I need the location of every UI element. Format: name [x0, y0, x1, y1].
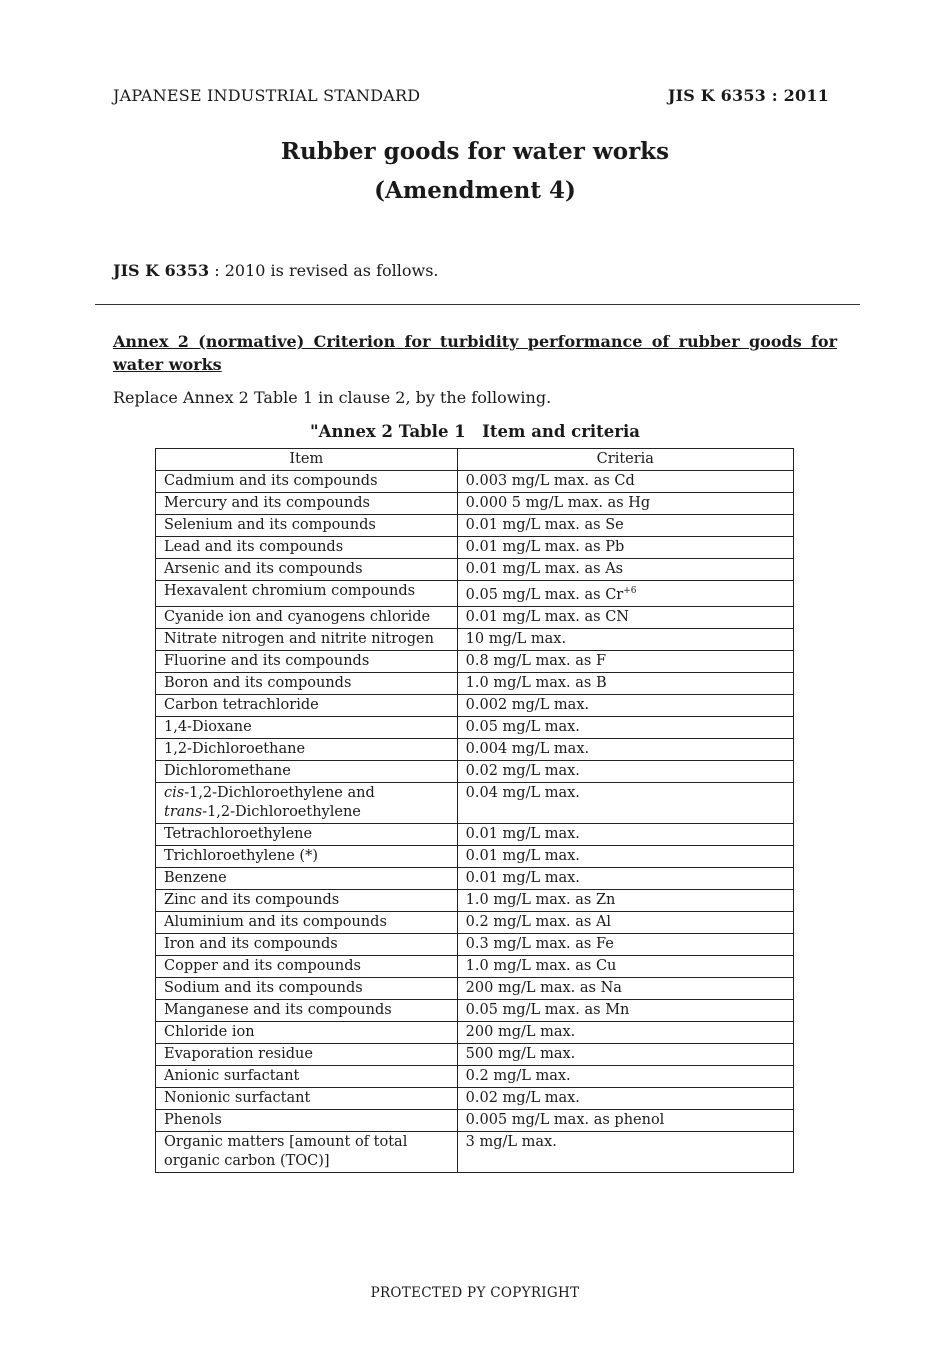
table-row: [156, 867, 794, 889]
table-row: [156, 1109, 794, 1131]
item-cell: Nitrate nitrogen and nitrite nitrogen: [156, 628, 458, 650]
criteria-table: [155, 448, 794, 1173]
revision-statement: [113, 261, 439, 280]
table-row: [156, 738, 794, 760]
table-row: [156, 515, 794, 537]
table-row: [156, 977, 794, 999]
item-cell: Cadmium and its compounds: [156, 471, 458, 493]
criteria-cell: 200 mg/L max. as Na: [457, 977, 793, 999]
item-cell: 1,4-Dioxane: [156, 716, 458, 738]
criteria-cell: 0.005 mg/L max. as phenol: [457, 1109, 793, 1131]
criteria-cell: 0.02 mg/L max.: [457, 760, 793, 782]
criteria-cell: 0.8 mg/L max. as F: [457, 650, 793, 672]
table-row: [156, 672, 794, 694]
item-cell: Nonionic surfactant: [156, 1087, 458, 1109]
toc-line-2: organic carbon (TOC)]: [164, 1152, 330, 1169]
revision-text: : 2010 is revised as follows.: [209, 261, 439, 280]
header-standard-number: JIS K 6353 : 2011: [667, 86, 829, 105]
item-cell: Benzene: [156, 867, 458, 889]
criteria-cell: 0.01 mg/L max. as CN: [457, 606, 793, 628]
table-row: [156, 823, 794, 845]
header-standard-name: JAPANESE INDUSTRIAL STANDARD: [113, 86, 421, 105]
criteria-cell: 0.2 mg/L max. as Al: [457, 911, 793, 933]
table-row: [156, 606, 794, 628]
charge-superscript: +6: [623, 586, 637, 596]
item-cell: Cyanide ion and cyanogens chloride: [156, 606, 458, 628]
criteria-cell: 500 mg/L max.: [457, 1043, 793, 1065]
criteria-cell: 0.04 mg/L max.: [457, 782, 793, 823]
item-cell: Evaporation residue: [156, 1043, 458, 1065]
table-row: [156, 1065, 794, 1087]
document-title: Rubber goods for water works: [280, 138, 670, 165]
table-header-row: [156, 449, 794, 471]
table-row: [156, 559, 794, 581]
revision-standard: JIS K 6353: [113, 261, 210, 280]
criteria-cell: 200 mg/L max.: [457, 1021, 793, 1043]
criteria-cell: 0.01 mg/L max. as Pb: [457, 537, 793, 559]
criteria-cell: 0.02 mg/L max.: [457, 1087, 793, 1109]
item-cell: Selenium and its compounds: [156, 515, 458, 537]
column-header-criteria: Criteria: [457, 449, 793, 471]
table-row: [156, 955, 794, 977]
table-row: [156, 581, 794, 607]
item-cell: Lead and its compounds: [156, 537, 458, 559]
copyright-footer: PROTECTED PY COPYRIGHT: [370, 1285, 580, 1301]
table-row: [156, 650, 794, 672]
criteria-cell: 0.05 mg/L max.: [457, 716, 793, 738]
item-cell: 1,2-Dichloroethane: [156, 738, 458, 760]
document-subtitle: (Amendment 4): [374, 177, 576, 204]
table-row: [156, 933, 794, 955]
table-row: [156, 694, 794, 716]
item-cell: Iron and its compounds: [156, 933, 458, 955]
table-row: [156, 471, 794, 493]
annex-heading: Annex 2 (normative) Criterion for turbidity performance of rubber goods for water works: [113, 332, 837, 374]
trans-rest: -1,2-Dichloroethylene: [202, 803, 361, 820]
item-cell: Phenols: [156, 1109, 458, 1131]
item-cell: Mercury and its compounds: [156, 493, 458, 515]
item-cell: Sodium and its compounds: [156, 977, 458, 999]
item-cell: Trichloroethylene (*): [156, 845, 458, 867]
criteria-cell: 0.003 mg/L max. as Cd: [457, 471, 793, 493]
criteria-cell: 0.01 mg/L max.: [457, 823, 793, 845]
criteria-cell: 0.002 mg/L max.: [457, 694, 793, 716]
table-row: [156, 911, 794, 933]
table-row: [156, 1043, 794, 1065]
item-cell: [156, 1131, 458, 1172]
criteria-cell: [457, 581, 793, 607]
item-cell: Manganese and its compounds: [156, 999, 458, 1021]
criteria-value: 0.05 mg/L max. as Cr: [465, 586, 624, 603]
replace-instruction: Replace Annex 2 Table 1 in clause 2, by the following.: [113, 388, 552, 407]
item-cell: Anionic surfactant: [156, 1065, 458, 1087]
criteria-cell: 1.0 mg/L max. as Cu: [457, 955, 793, 977]
table-row: [156, 889, 794, 911]
criteria-cell: 0.004 mg/L max.: [457, 738, 793, 760]
item-cell: Arsenic and its compounds: [156, 559, 458, 581]
table-row: [156, 1131, 794, 1172]
item-cell: Copper and its compounds: [156, 955, 458, 977]
criteria-cell: 0.01 mg/L max. as Se: [457, 515, 793, 537]
horizontal-divider: [95, 304, 860, 305]
table-row: [156, 628, 794, 650]
criteria-cell: 0.000 5 mg/L max. as Hg: [457, 493, 793, 515]
item-cell: Hexavalent chromium compounds: [156, 581, 458, 607]
criteria-cell: 0.3 mg/L max. as Fe: [457, 933, 793, 955]
item-cell: Fluorine and its compounds: [156, 650, 458, 672]
column-header-item: Item: [156, 449, 458, 471]
table-row: [156, 1087, 794, 1109]
item-cell: Boron and its compounds: [156, 672, 458, 694]
cis-rest: -1,2-Dichloroethylene and: [184, 784, 375, 801]
table-row: [156, 760, 794, 782]
item-cell: Tetrachloroethylene: [156, 823, 458, 845]
item-cell: [156, 782, 458, 823]
criteria-cell: 0.2 mg/L max.: [457, 1065, 793, 1087]
table-row: [156, 782, 794, 823]
item-cell: Chloride ion: [156, 1021, 458, 1043]
criteria-cell: 1.0 mg/L max. as B: [457, 672, 793, 694]
cis-prefix: cis: [164, 784, 185, 801]
criteria-cell: 3 mg/L max.: [457, 1131, 793, 1172]
table-row: [156, 1021, 794, 1043]
table-row: [156, 999, 794, 1021]
item-cell: Zinc and its compounds: [156, 889, 458, 911]
item-cell: Dichloromethane: [156, 760, 458, 782]
criteria-cell: 0.05 mg/L max. as Mn: [457, 999, 793, 1021]
criteria-cell: 0.01 mg/L max.: [457, 845, 793, 867]
criteria-cell: 10 mg/L max.: [457, 628, 793, 650]
table-body: [156, 471, 794, 1173]
item-cell: Aluminium and its compounds: [156, 911, 458, 933]
item-cell: Carbon tetrachloride: [156, 694, 458, 716]
toc-line-1: Organic matters [amount of total: [164, 1133, 408, 1150]
trans-prefix: trans: [164, 803, 203, 820]
table-row: [156, 845, 794, 867]
table-row: [156, 493, 794, 515]
table-caption: "Annex 2 Table 1 Item and criteria: [310, 422, 640, 441]
table-row: [156, 537, 794, 559]
table-row: [156, 716, 794, 738]
criteria-cell: 0.01 mg/L max.: [457, 867, 793, 889]
criteria-cell: 1.0 mg/L max. as Zn: [457, 889, 793, 911]
criteria-cell: 0.01 mg/L max. as As: [457, 559, 793, 581]
